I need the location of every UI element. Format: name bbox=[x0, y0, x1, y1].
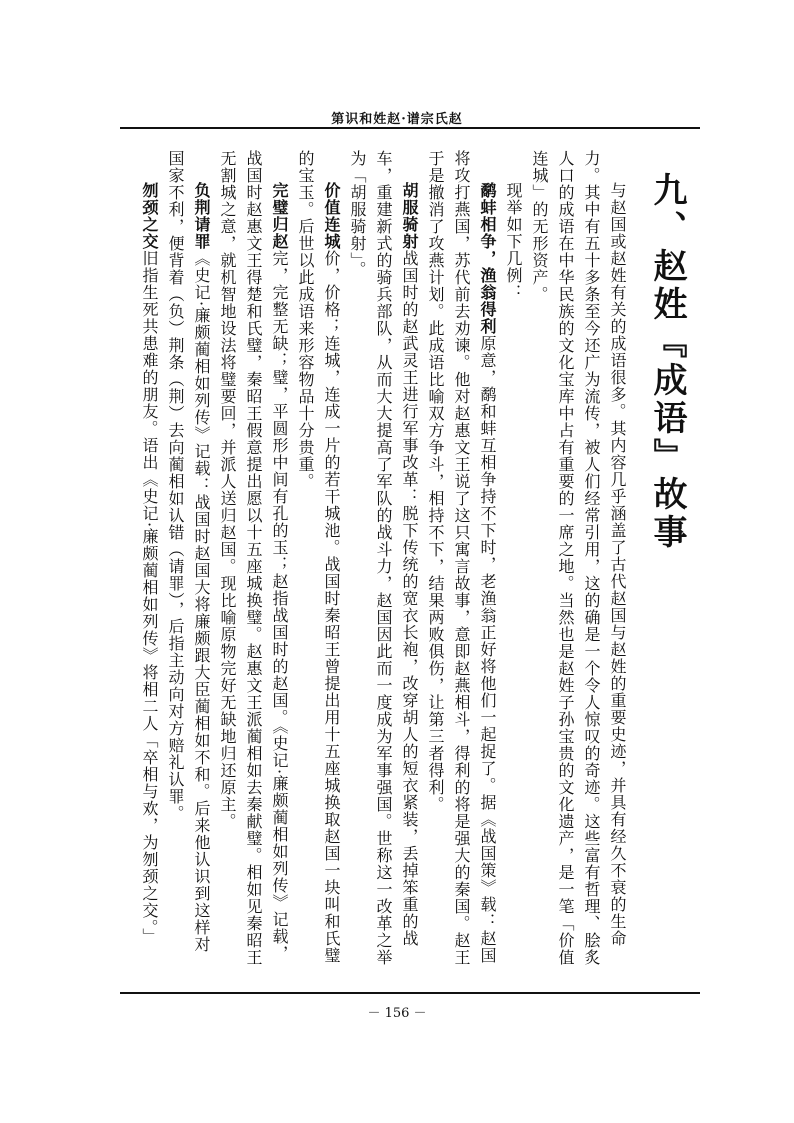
idiom-explanation: 旧指生死共患难的朋友。语出《史记·廉颇蔺相如列传》将相二人「卒相与欢，为刎颈之交。」 bbox=[140, 250, 159, 946]
idiom-entry bbox=[162, 150, 214, 970]
vertical-text-body bbox=[140, 150, 687, 970]
idiom-term: 价值连城 bbox=[322, 182, 341, 250]
idiom-term: 负荆请罪 bbox=[192, 182, 211, 250]
page-number: － 156 － bbox=[367, 1006, 427, 1021]
footer-rule bbox=[120, 992, 700, 994]
chapter-title: 九、赵姓『成语』故事 bbox=[647, 172, 687, 552]
paragraph-examples-lead bbox=[500, 150, 526, 970]
paragraph-text: 与赵国或赵姓有关的成语很多。其内容几乎涵盖了古代赵国与赵姓的重要史迹，并具有经久不衰的生命力。其中有五十多条至今还广为流传，被人们经常引用，这的确是一个令人惊叹的奇迹。这些富有哲理、脍炙人口的成语在中华民族的文化宝库中占有重要的一席之地。当然也是赵姓子孙宝贵的文化遗产，是一笔「价值连城」的无形资产。 bbox=[530, 150, 627, 966]
idiom-term: 完璧归赵 bbox=[270, 182, 289, 250]
running-head: 第识和姓赵·谱宗氏赵 bbox=[331, 112, 463, 127]
idiom-explanation: 价，价格；连城，连成一片的若干城池。战国时秦昭王曾提出用十五座城换取赵国一块叫和氏璧的宝玉。后世以此成语来形容物品十分贵重。 bbox=[296, 150, 341, 964]
idiom-entry bbox=[422, 150, 500, 970]
idiom-explanation: 战国时的赵武灵王进行军事改革：脱下传统的宽衣长袍，改穿胡人的短衣紧装，丢掉笨重的战车，重建新式的骑兵部队，从而大大提高了军队的战斗力，赵国因此而一度成为军事强国。世称这一改革之举为「胡服骑射」。 bbox=[348, 150, 419, 966]
idiom-term: 刎颈之交 bbox=[140, 182, 159, 250]
idiom-entry bbox=[292, 150, 344, 970]
idiom-explanation: 原意，鹬和蚌互相争持不下时，老渔翁正好将他们一起捉了。据《战国策》载：赵国将攻打燕国，苏代前去劝谏。他对赵惠文王说了这只寓言故事，意即赵燕相斗，得利的将是强大的秦国。赵王于是撤消了攻燕计划。此成语比喻双方争斗，相持不下，结果两败俱伤，让第三者得利。 bbox=[426, 150, 497, 966]
idiom-entry bbox=[136, 150, 162, 970]
idiom-term: 鹬蚌相争，渔翁得利 bbox=[478, 182, 497, 335]
idiom-explanation: 《史记·廉颇蔺相如列传》记载：战国时赵国大将廉颇跟大臣蔺相如不和。后来他认识到这样对国家不利，便背着（负）荆条（荆）去向蔺相如认错（请罪），后指主动向对方赔礼认罪。 bbox=[166, 150, 211, 954]
header-rule bbox=[120, 127, 700, 129]
idiom-explanation: 完，完整无缺；璧，平圆形中间有孔的玉；赵指战国时的赵国。《史记·廉颇蔺相如列传》记载，战国时赵惠文王得楚和氏璧，秦昭王假意提出愿以十五座城换璧。赵惠文王派蔺相如去秦献璧。相如见秦昭王无割城之意，就机智地设法将璧要回，并派人送归赵国。现比喻原物完好无缺地归还原主。 bbox=[218, 150, 289, 966]
idiom-term: 胡服骑射 bbox=[400, 182, 419, 250]
idiom-entry bbox=[214, 150, 292, 970]
paragraph-intro bbox=[526, 150, 630, 970]
paragraph-text: 现举如下几例： bbox=[504, 182, 523, 301]
idiom-entry bbox=[344, 150, 422, 970]
